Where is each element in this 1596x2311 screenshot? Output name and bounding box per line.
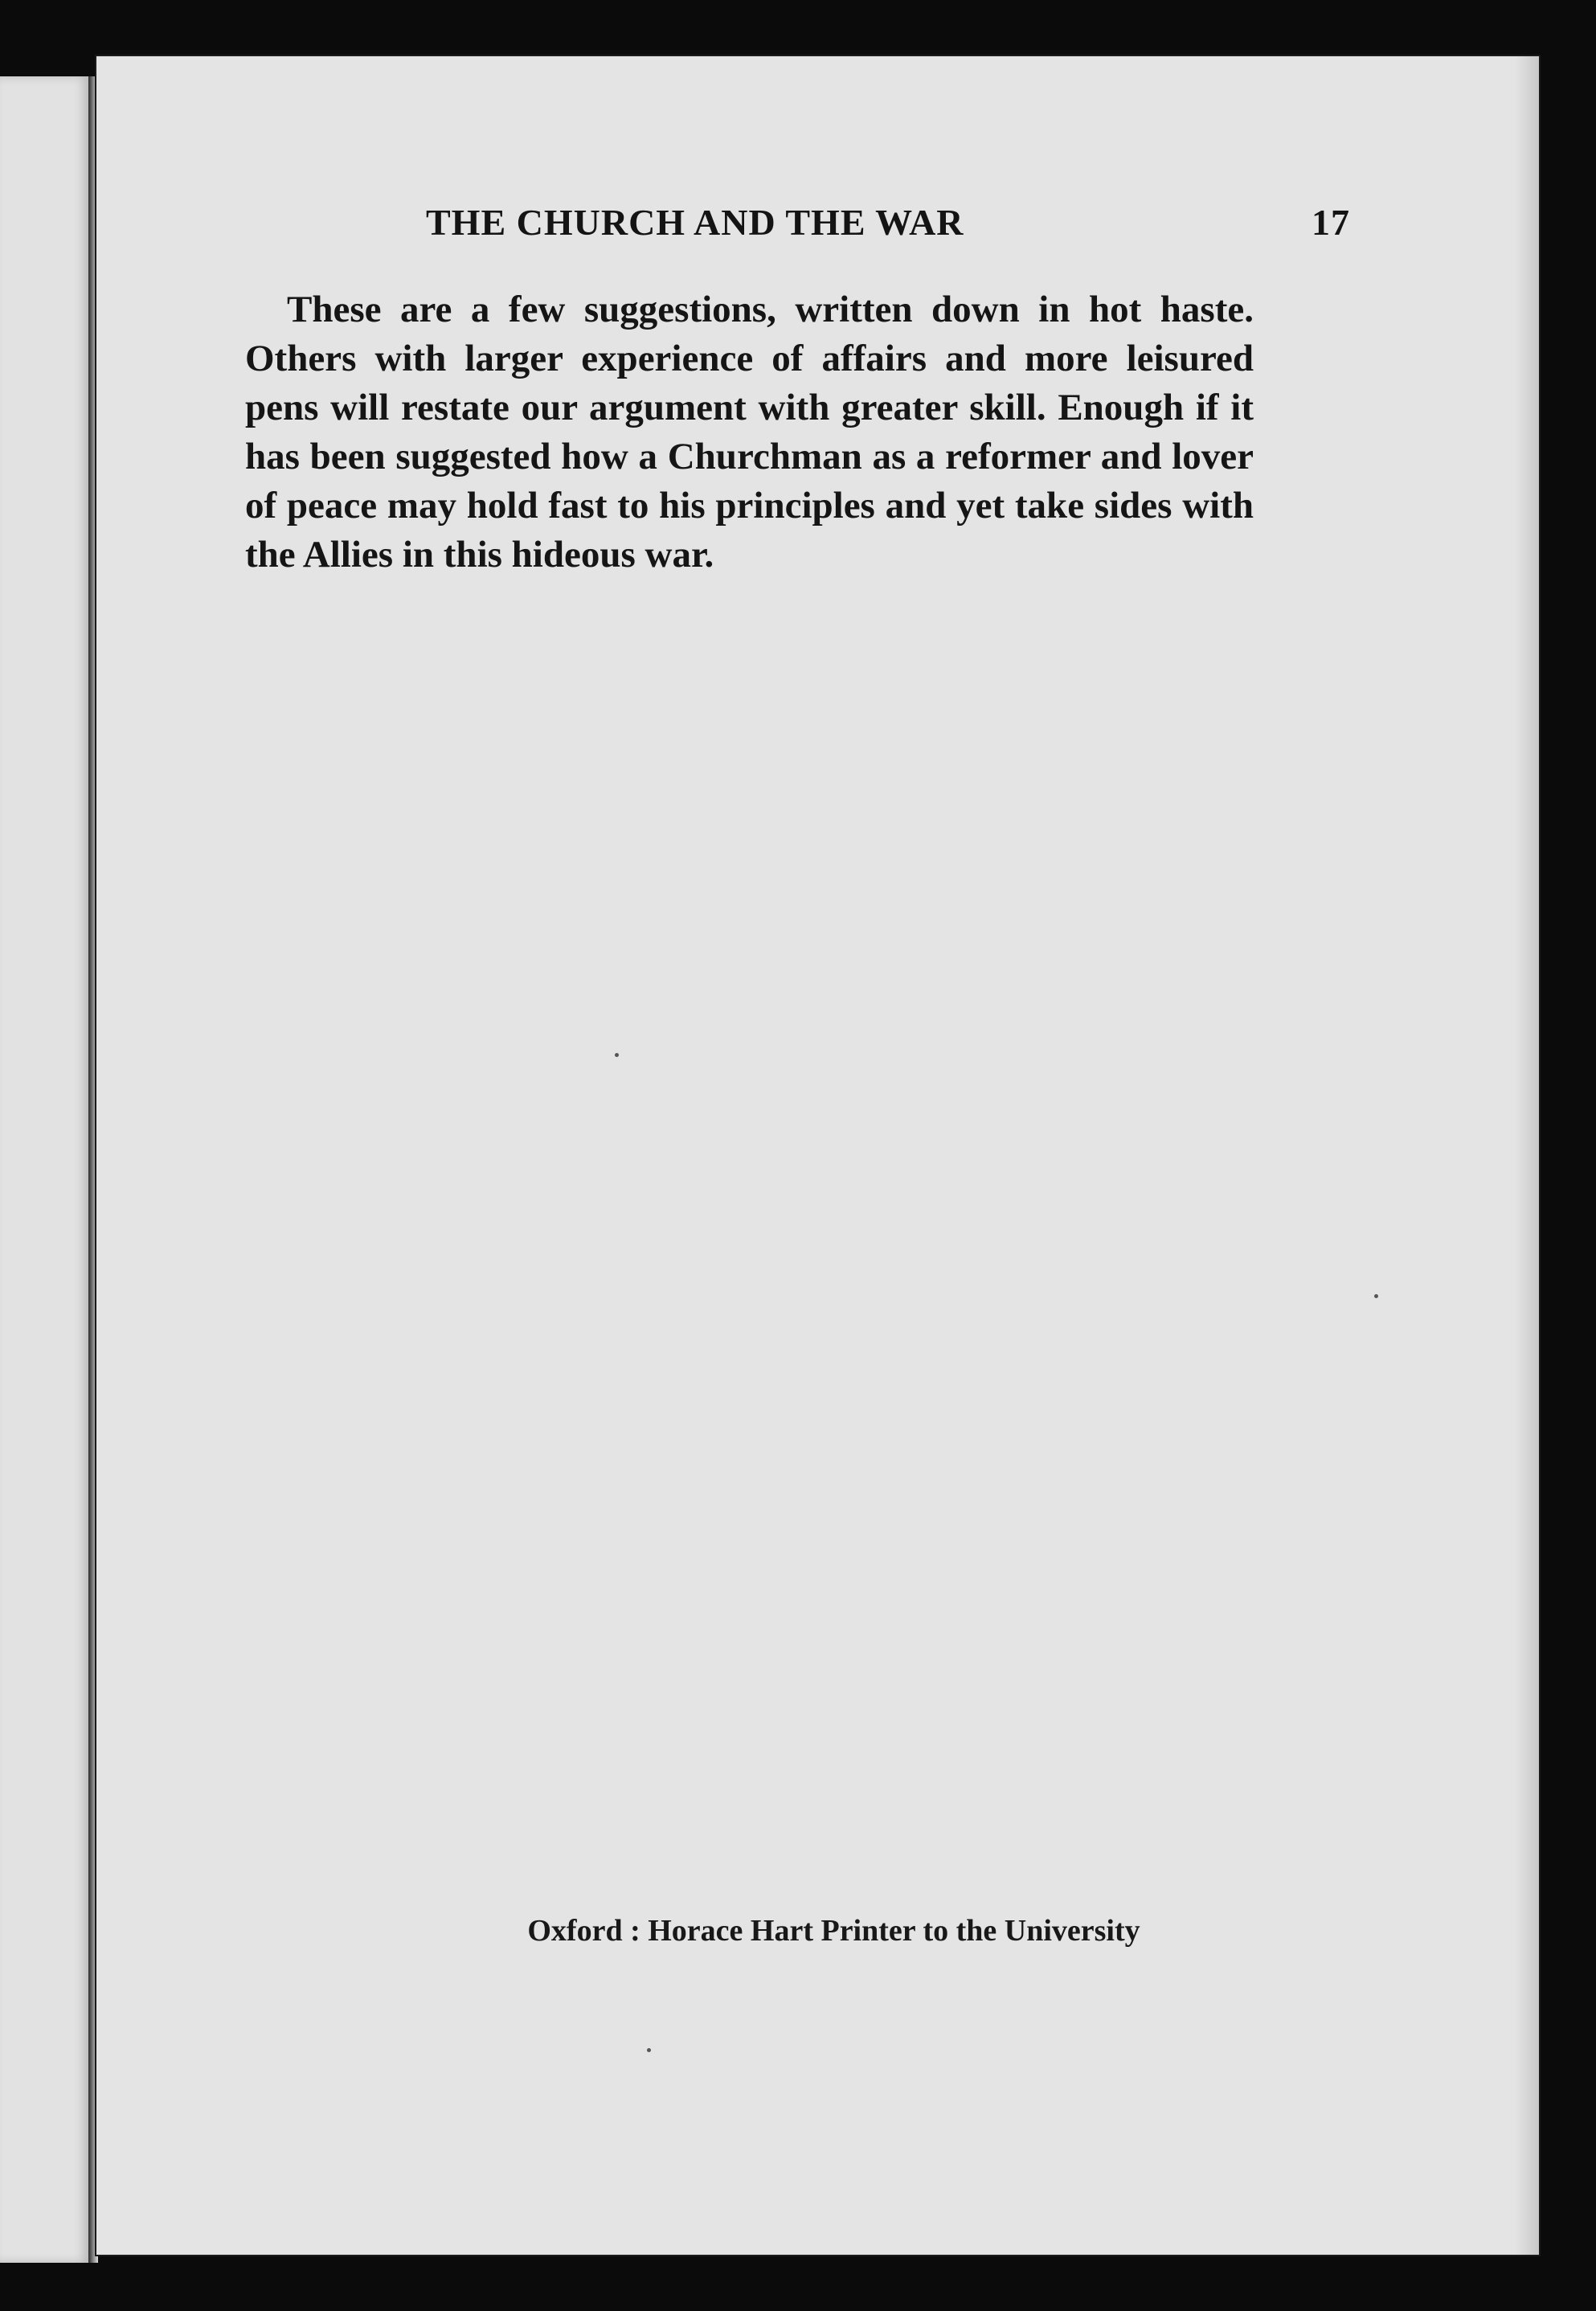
paper-speck — [615, 1053, 619, 1057]
page-number: 17 — [1312, 202, 1350, 243]
running-head — [426, 201, 1350, 273]
printer-colophon: Oxford : Horace Hart Printer to the University — [527, 1914, 1140, 1948]
body-paragraph: These are a few suggestions, written down in hot haste. Others with larger experience of affairs and more leisured pens will restate our argument with greater skill. Enough if it has been suggested how a Churchman as a reformer and lover of peace may hold fast to his principles and yet take sides with the Allies in this hideous war. — [245, 289, 1254, 576]
running-head-title: THE CHURCH AND THE WAR — [426, 202, 964, 243]
book-page — [96, 56, 1539, 2255]
paper-speck — [1374, 1294, 1378, 1298]
facing-page-edge — [0, 76, 92, 2263]
paper-speck — [647, 2048, 651, 2052]
